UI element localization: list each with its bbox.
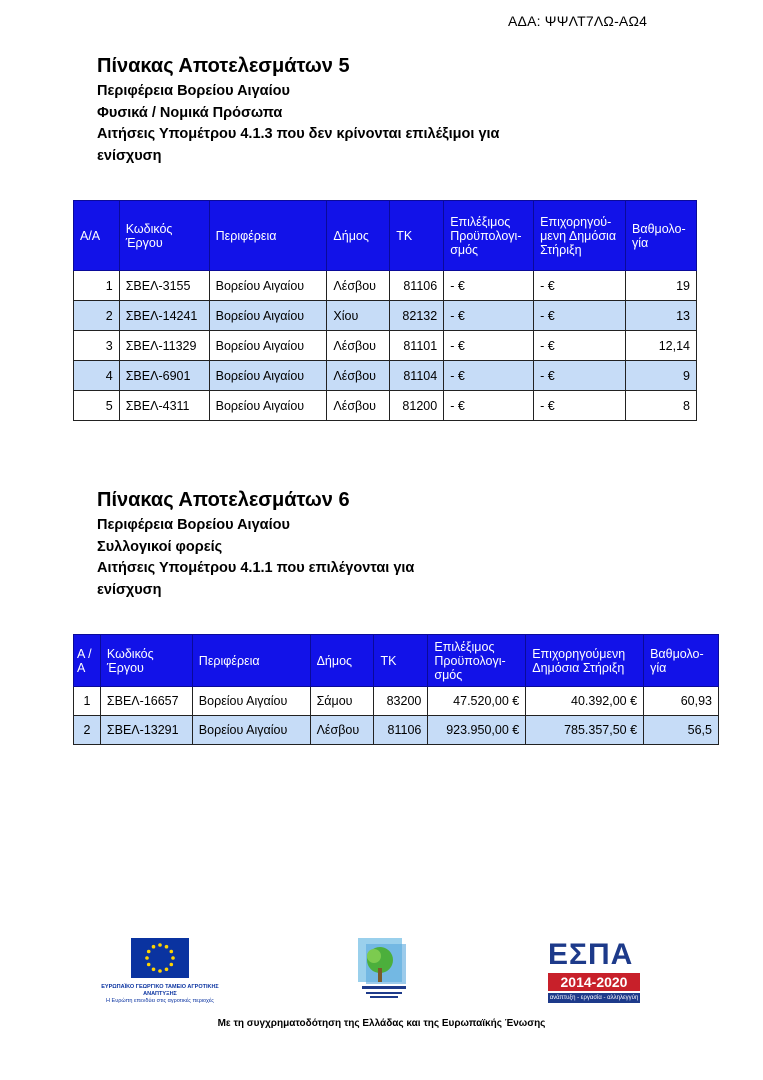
table-cell: ΣΒΕΛ-13291 bbox=[100, 716, 192, 745]
table-cell: - € bbox=[444, 271, 534, 301]
table-cell: - € bbox=[444, 391, 534, 421]
espa-slogan: ανάπτυξη - εργασία - αλληλεγγύη bbox=[549, 995, 639, 1001]
table-cell: Βορείου Αιγαίου bbox=[192, 716, 310, 745]
table-cell: 19 bbox=[626, 271, 697, 301]
table-cell: 2 bbox=[74, 301, 120, 331]
column-header: Δήμος bbox=[327, 201, 390, 271]
table-cell: 8 bbox=[626, 391, 697, 421]
table-cell: Χίου bbox=[327, 301, 390, 331]
table-cell: 40.392,00 € bbox=[526, 687, 644, 716]
table-cell: 2 bbox=[74, 716, 101, 745]
column-header: Επιχορηγούμενη Δημόσια Στήριξη bbox=[526, 635, 644, 687]
results-table-6 bbox=[73, 634, 719, 745]
table-row bbox=[74, 716, 719, 745]
table-cell: - € bbox=[534, 301, 626, 331]
ada-code: ΑΔΑ: ΨΨΛΤ7ΛΩ-ΑΩ4 bbox=[508, 13, 648, 29]
table-cell: 81101 bbox=[390, 331, 444, 361]
table-row bbox=[74, 361, 697, 391]
section5-heading bbox=[97, 53, 567, 167]
table-cell: ΣΒΕΛ-6901 bbox=[119, 361, 209, 391]
column-header: Περιφέρεια bbox=[209, 201, 327, 271]
table-cell: 82132 bbox=[390, 301, 444, 331]
section6-heading bbox=[97, 487, 567, 601]
table-cell: Σάμου bbox=[310, 687, 374, 716]
table-cell: - € bbox=[444, 361, 534, 391]
table-cell: Βορείου Αιγαίου bbox=[192, 687, 310, 716]
table-cell: Βορείου Αιγαίου bbox=[209, 301, 327, 331]
column-header: Βαθμολο-γία bbox=[626, 201, 697, 271]
table-header-row bbox=[74, 635, 719, 687]
table-cell: 1 bbox=[74, 687, 101, 716]
section6-title: Πίνακας Αποτελεσμάτων 6 bbox=[97, 489, 350, 511]
column-header: Α / Α bbox=[74, 635, 101, 687]
table-cell: Λέσβου bbox=[327, 361, 390, 391]
column-header: Α/Α bbox=[74, 201, 120, 271]
results-table-5 bbox=[73, 200, 697, 421]
table-cell: 83200 bbox=[374, 687, 428, 716]
column-header: Επιλέξιμος Προϋπολογι-σμός bbox=[428, 635, 526, 687]
section5-region: Περιφέρεια Βορείου Αιγαίου bbox=[97, 83, 290, 99]
table-header-row bbox=[74, 201, 697, 271]
table-cell: 81200 bbox=[390, 391, 444, 421]
table-cell: Λέσβου bbox=[327, 391, 390, 421]
table-cell: ΣΒΕΛ-3155 bbox=[119, 271, 209, 301]
table-cell: 9 bbox=[626, 361, 697, 391]
table-cell: 5 bbox=[74, 391, 120, 421]
table-cell: Βορείου Αιγαίου bbox=[209, 391, 327, 421]
table-cell: - € bbox=[444, 301, 534, 331]
table-cell: Λέσβου bbox=[327, 271, 390, 301]
table-row bbox=[74, 271, 697, 301]
column-header: Βαθμολο-γία bbox=[644, 635, 719, 687]
table-cell: - € bbox=[534, 331, 626, 361]
table-row bbox=[74, 301, 697, 331]
table-cell: 3 bbox=[74, 331, 120, 361]
section6-description: Αιτήσεις Υπομέτρου 4.1.1 που επιλέγονται για ενίσχυση bbox=[97, 560, 415, 598]
section6-category: Συλλογικοί φορείς bbox=[97, 538, 223, 555]
column-header: Επιλέξιμος Προϋπολογι-σμός bbox=[444, 201, 534, 271]
table-cell: 81104 bbox=[390, 361, 444, 391]
table-cell: 4 bbox=[74, 361, 120, 391]
espa-years: 2014-2020 bbox=[548, 973, 640, 991]
table-cell: Βορείου Αιγαίου bbox=[209, 331, 327, 361]
table-row bbox=[74, 687, 719, 716]
section6-region: Περιφέρεια Βορείου Αιγαίου bbox=[97, 517, 290, 533]
section5-title: Πίνακας Αποτελεσμάτων 5 bbox=[97, 55, 350, 77]
column-header: ΤΚ bbox=[374, 635, 428, 687]
table-cell: - € bbox=[534, 271, 626, 301]
eafrd-subtext: Η Ευρώπη επενδύει στις αγροτικές περιοχές bbox=[106, 998, 214, 1004]
rural-development-programme-logo bbox=[352, 934, 416, 1010]
table-cell: 47.520,00 € bbox=[428, 687, 526, 716]
table-cell: Λέσβου bbox=[327, 331, 390, 361]
table-cell: 60,93 bbox=[644, 687, 719, 716]
table-cell: 13 bbox=[626, 301, 697, 331]
table-cell: 1 bbox=[74, 271, 120, 301]
table-cell: 785.357,50 € bbox=[526, 716, 644, 745]
table-cell: 81106 bbox=[390, 271, 444, 301]
table-cell: 923.950,00 € bbox=[428, 716, 526, 745]
table-cell: ΣΒΕΛ-16657 bbox=[100, 687, 192, 716]
column-header: ΤΚ bbox=[390, 201, 444, 271]
table-cell: 12,14 bbox=[626, 331, 697, 361]
eu-flag-icon bbox=[131, 938, 189, 978]
column-header: Κωδικός Έργου bbox=[100, 635, 192, 687]
espa-word: ΕΣΠΑ bbox=[548, 938, 634, 971]
section5-category: Φυσικά / Νομικά Πρόσωπα bbox=[97, 104, 283, 121]
column-header: Επιχορηγού-μενη Δημόσια Στήριξη bbox=[534, 201, 626, 271]
espa-logo bbox=[548, 940, 640, 1006]
table-cell: Λέσβου bbox=[310, 716, 374, 745]
table-row bbox=[74, 391, 697, 421]
table-cell: ΣΒΕΛ-4311 bbox=[119, 391, 209, 421]
table-cell: Βορείου Αιγαίου bbox=[209, 271, 327, 301]
table-cell: - € bbox=[534, 391, 626, 421]
eafrd-logo bbox=[95, 938, 225, 1005]
table-cell: - € bbox=[444, 331, 534, 361]
column-header: Δήμος bbox=[310, 635, 374, 687]
section5-description: Αιτήσεις Υπομέτρου 4.1.3 που δεν κρίνονται επιλέξιμοι για ενίσχυση bbox=[97, 126, 500, 164]
table-cell: Βορείου Αιγαίου bbox=[209, 361, 327, 391]
table-cell: 56,5 bbox=[644, 716, 719, 745]
table-row bbox=[74, 331, 697, 361]
table-cell: ΣΒΕΛ-11329 bbox=[119, 331, 209, 361]
table-cell: 81106 bbox=[374, 716, 428, 745]
footer-logos bbox=[0, 938, 763, 1018]
column-header: Κωδικός Έργου bbox=[119, 201, 209, 271]
table-cell: ΣΒΕΛ-14241 bbox=[119, 301, 209, 331]
table-cell: - € bbox=[534, 361, 626, 391]
column-header: Περιφέρεια bbox=[192, 635, 310, 687]
cofunding-text: Με τη συγχρηματοδότηση της Ελλάδας και της Ευρωπαϊκής Ένωσης bbox=[217, 1018, 546, 1029]
eafrd-text: ΕΥΡΩΠΑΪΚΟ ΓΕΩΡΓΙΚΟ ΤΑΜΕΙΟ ΑΓΡΟΤΙΚΗΣ ΑΝΑΠΤΥΞΗΣ bbox=[101, 984, 219, 997]
